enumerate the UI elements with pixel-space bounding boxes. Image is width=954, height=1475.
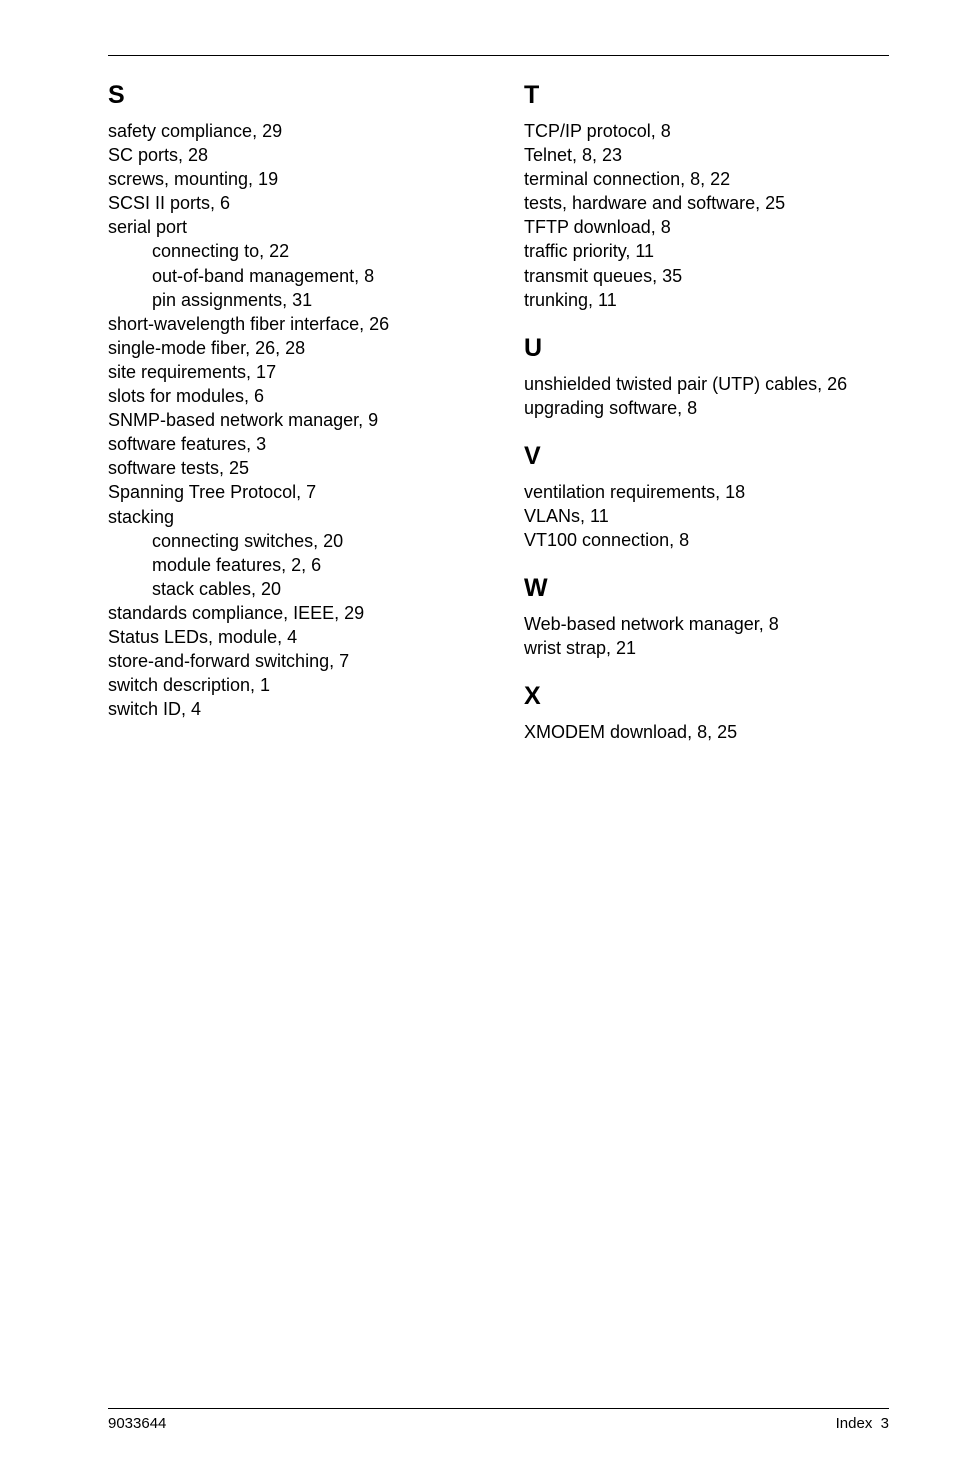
- index-subentry: stack cables, 20: [152, 578, 282, 599]
- index-section-v: [524, 439, 924, 552]
- index-section-x: [524, 679, 924, 744]
- index-entry: transmit queues, 35: [524, 265, 683, 286]
- index-entry: Telnet, 8, 23: [524, 145, 623, 166]
- section-letter-heading: U: [524, 333, 543, 362]
- section-letter-heading: V: [524, 441, 541, 470]
- index-column-right: [524, 78, 924, 745]
- index-entry: trunking, 11: [524, 289, 617, 310]
- index-entry-list: [524, 119, 924, 312]
- index-section-t: [524, 78, 924, 312]
- index-entry: store-and-forward switching, 7: [108, 651, 350, 672]
- index-entry: TCP/IP protocol, 8: [524, 121, 671, 141]
- index-section-u: [524, 331, 924, 420]
- index-entry: VT100 connection, 8: [524, 530, 690, 551]
- index-entry: unshielded twisted pair (UTP) cables, 26: [524, 373, 848, 394]
- index-entry-list: [524, 720, 924, 744]
- index-entry: SC ports, 28: [108, 145, 209, 166]
- index-entry: tests, hardware and software, 25: [524, 193, 786, 214]
- index-entry: site requirements, 17: [108, 361, 277, 382]
- header-rule: [108, 55, 889, 56]
- footer-rule: [108, 1408, 889, 1409]
- index-entry: VLANs, 11: [524, 506, 609, 527]
- index-entry: upgrading software, 8: [524, 397, 698, 418]
- index-entry: serial port: [108, 217, 188, 238]
- index-entry-list: [524, 612, 924, 660]
- index-entry-list: [524, 372, 924, 420]
- section-letter-heading: W: [524, 574, 548, 603]
- index-entry: short-wavelength fiber interface, 26: [108, 313, 390, 334]
- index-entry: wrist strap, 21: [524, 638, 637, 659]
- index-entry: switch description, 1: [108, 675, 271, 696]
- index-entry: XMODEM download, 8, 25: [524, 722, 738, 743]
- section-letter-heading: X: [524, 682, 541, 711]
- index-subentry: connecting switches, 20: [152, 530, 344, 551]
- index-entry: software tests, 25: [108, 458, 250, 479]
- index-entry: TFTP download, 8: [524, 217, 671, 238]
- section-letter-heading: T: [524, 81, 540, 109]
- index-subentry: out-of-band management, 8: [152, 265, 375, 286]
- index-entry-list: [524, 480, 924, 552]
- page-number: Index 3: [835, 1415, 889, 1432]
- index-entry: SCSI II ports, 6: [108, 193, 231, 214]
- index-entry: Spanning Tree Protocol, 7: [108, 482, 317, 503]
- index-subentry: connecting to, 22: [152, 241, 290, 262]
- index-section-s: [108, 78, 508, 721]
- index-entry: stacking: [108, 506, 175, 527]
- index-entry: SNMP-based network manager, 9: [108, 410, 379, 431]
- index-entry: terminal connection, 8, 22: [524, 169, 731, 190]
- index-subentry: pin assignments, 31: [152, 289, 313, 310]
- index-section-w: [524, 571, 924, 660]
- index-entry-list: [108, 119, 508, 721]
- index-entry: standards compliance, IEEE, 29: [108, 602, 365, 623]
- index-entry: ventilation requirements, 18: [524, 481, 746, 502]
- index-entry: Status LEDs, module, 4: [108, 626, 298, 647]
- index-entry: software features, 3: [108, 434, 267, 455]
- index-entry: traffic priority, 11: [524, 241, 655, 262]
- index-column-left: [108, 78, 508, 721]
- index-entry: Web-based network manager, 8: [524, 614, 779, 635]
- section-letter-heading: S: [108, 81, 125, 109]
- index-entry: slots for modules, 6: [108, 386, 265, 407]
- index-entry: single-mode fiber, 26, 28: [108, 337, 306, 358]
- document-number: 9033644: [108, 1415, 167, 1432]
- index-entry: screws, mounting, 19: [108, 169, 279, 190]
- index-entry: switch ID, 4: [108, 699, 202, 720]
- index-entry: safety compliance, 29: [108, 121, 283, 141]
- index-subentry: module features, 2, 6: [152, 554, 322, 575]
